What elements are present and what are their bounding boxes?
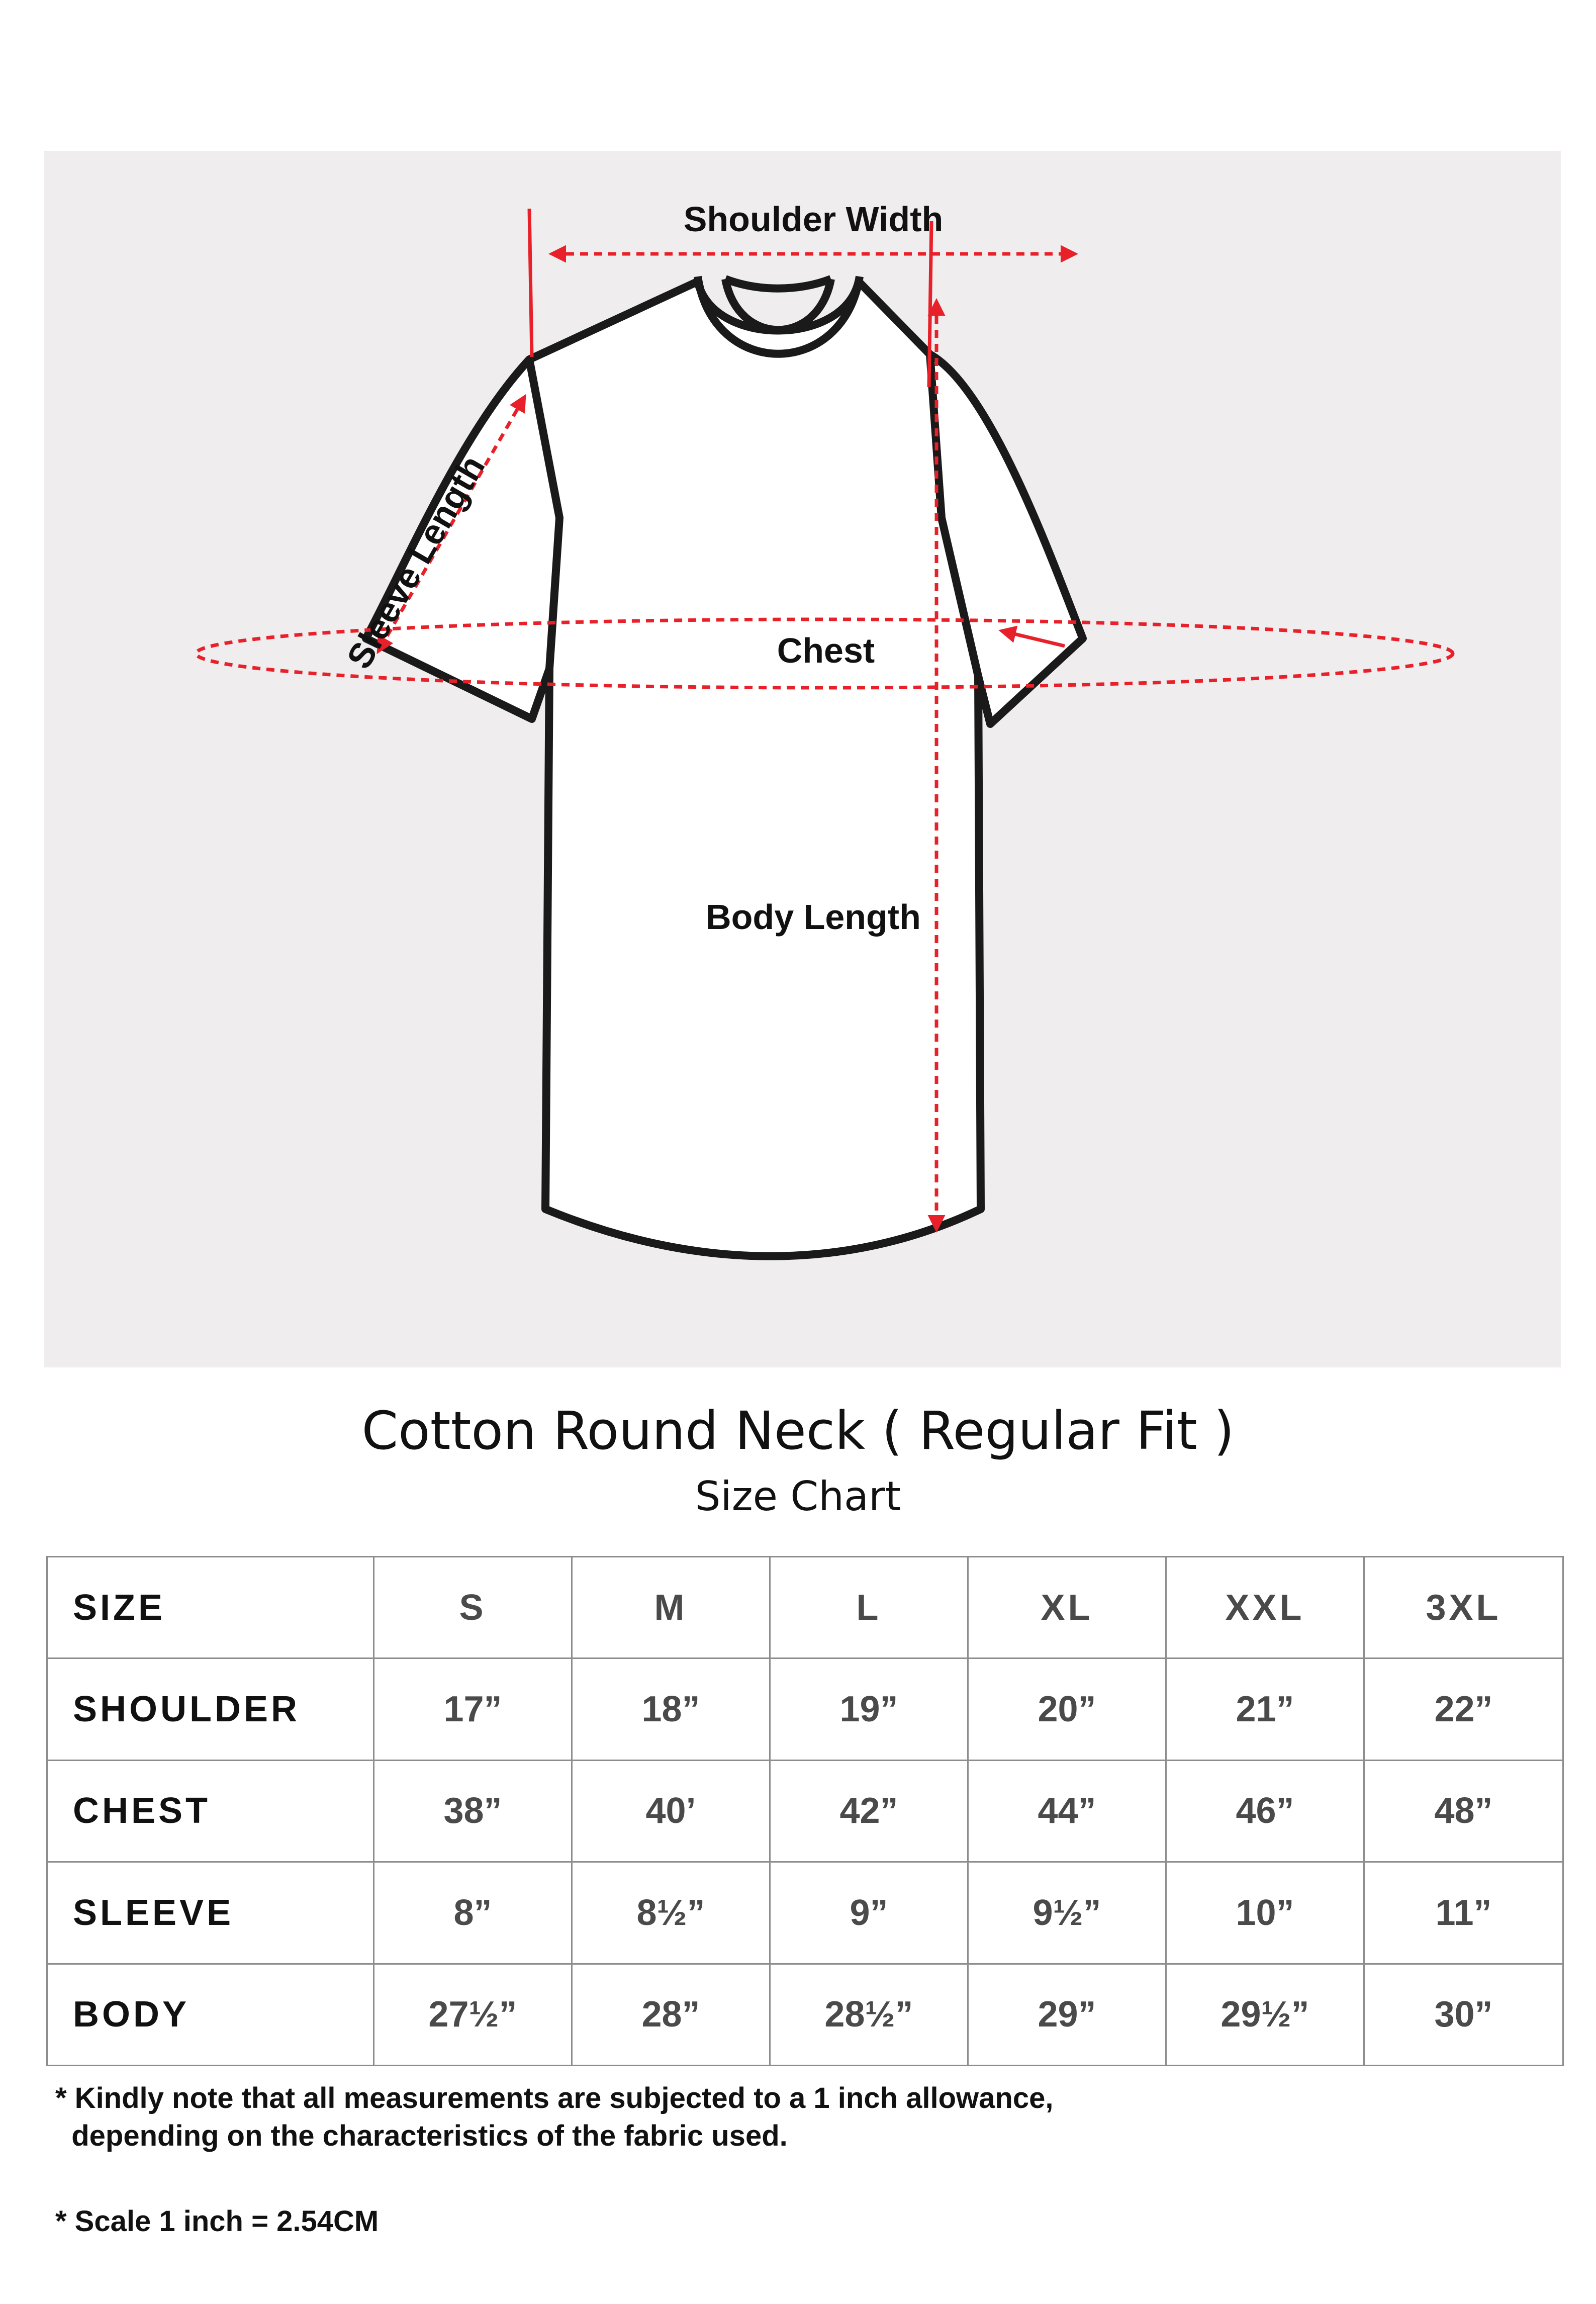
size-xxl: XXL <box>1166 1557 1364 1658</box>
row-label: BODY <box>47 1964 374 2065</box>
table-cell: 28½” <box>770 1964 968 2065</box>
table-cell: 17” <box>374 1658 572 1760</box>
body-length-label: Body Length <box>706 897 921 937</box>
table-row-sleeve <box>47 1862 1563 1964</box>
table-cell: 46” <box>1166 1760 1364 1862</box>
table-cell: 18” <box>572 1658 770 1760</box>
shoulder-width-label: Shoulder Width <box>683 200 944 239</box>
table-cell: 9” <box>770 1862 968 1964</box>
table-cell: 27½” <box>374 1964 572 2065</box>
size-l: L <box>770 1557 968 1658</box>
table-cell: 44” <box>968 1760 1166 1862</box>
table-cell: 20” <box>968 1658 1166 1760</box>
table-cell: 42” <box>770 1760 968 1862</box>
table-row-body <box>47 1964 1563 2065</box>
table-cell: 28” <box>572 1964 770 2065</box>
table-cell: 22” <box>1364 1658 1563 1760</box>
table-cell: 10” <box>1166 1862 1364 1964</box>
table-cell: 11” <box>1364 1862 1563 1964</box>
table-cell: 48” <box>1364 1760 1563 1862</box>
header-size-label: SIZE <box>47 1557 374 1658</box>
tshirt-diagram <box>44 151 1561 1367</box>
chest-label: Chest <box>777 631 875 670</box>
row-label: CHEST <box>47 1760 374 1862</box>
tshirt-outline <box>366 282 1083 1256</box>
allowance-note-line2: depending on the characteristics of the fabric used. <box>55 2119 788 2152</box>
size-chart-table <box>46 1556 1564 2066</box>
table-row-chest <box>47 1760 1563 1862</box>
table-row-shoulder <box>47 1658 1563 1760</box>
table-cell: 21” <box>1166 1658 1364 1760</box>
allowance-note-line1: * Kindly note that all measurements are subjected to a 1 inch allowance, <box>55 2082 1054 2114</box>
row-label: SHOULDER <box>47 1658 374 1760</box>
page-title: Cotton Round Neck ( Regular Fit ) <box>361 1400 1235 1461</box>
shoulder-guide-left <box>529 209 532 357</box>
size-xl: XL <box>968 1557 1166 1658</box>
page-subtitle: Size Chart <box>695 1473 901 1520</box>
measurement-diagram-panel <box>44 151 1561 1367</box>
sleeve-length-label: Sleeve Length <box>339 448 493 676</box>
table-cell: 29” <box>968 1964 1166 2065</box>
size-m: M <box>572 1557 770 1658</box>
table-cell: 29½” <box>1166 1964 1364 2065</box>
table-cell: 9½” <box>968 1862 1166 1964</box>
table-cell: 19” <box>770 1658 968 1760</box>
size-3xl: 3XL <box>1364 1557 1563 1658</box>
row-label: SLEEVE <box>47 1862 374 1964</box>
table-cell: 40’ <box>572 1760 770 1862</box>
shoulder-guide-right <box>929 221 931 387</box>
table-cell: 38” <box>374 1760 572 1862</box>
table-cell: 30” <box>1364 1964 1563 2065</box>
table-cell: 8” <box>374 1862 572 1964</box>
table-header-row <box>47 1557 1563 1658</box>
collar-back <box>725 279 831 289</box>
size-s: S <box>374 1557 572 1658</box>
table-cell: 8½” <box>572 1862 770 1964</box>
scale-note: * Scale 1 inch = 2.54CM <box>55 2205 379 2238</box>
